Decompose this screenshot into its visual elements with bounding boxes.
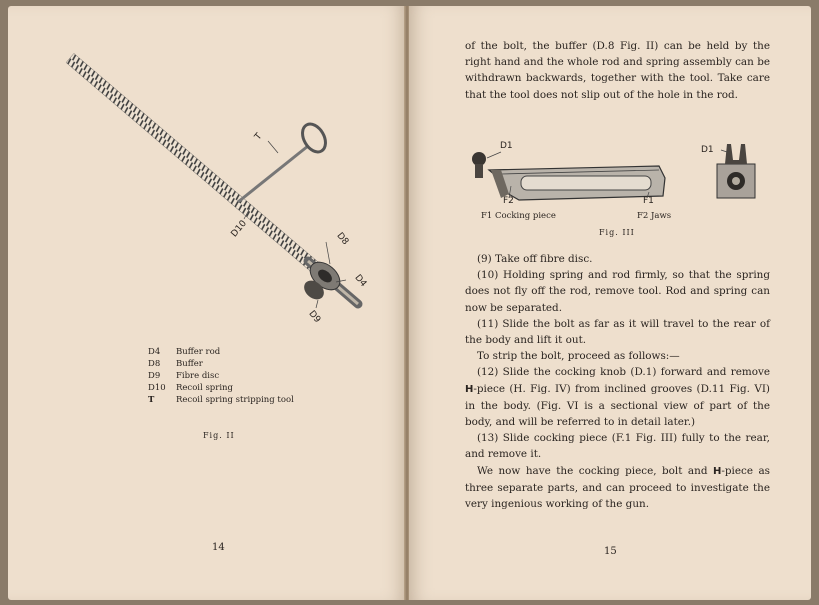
sub-caption-cocking-piece: F1 Cocking piece xyxy=(481,211,556,221)
recoil-spring-diagram xyxy=(8,6,406,336)
label-d9: D9 xyxy=(306,308,323,326)
label-f1: F1 xyxy=(643,196,654,206)
h-piece-letter: H xyxy=(465,383,474,395)
figure-caption: Fig. II xyxy=(203,431,235,440)
step-10: (10) Holding spring and rod firmly, so that the spring does not fly off the rod, remove tool. Rod and spring can now be separated. xyxy=(465,269,770,314)
bolt-intro: To strip the bolt, proceed as follows:— xyxy=(477,350,680,363)
h-piece-letter: H xyxy=(713,465,722,477)
step-9: (9) Take off fibre disc. xyxy=(477,253,593,265)
label-t: T xyxy=(253,131,265,143)
label-d10: D10 xyxy=(229,218,249,240)
page-number: 15 xyxy=(604,546,617,557)
step-12: (12) Slide the cocking knob (D.1) forward and remove H-piece (H. Fig. IV) from inclined grooves (D.11 Fig. VI) in the body. (Fig. VI is a sectional view of part of the body, and will be referred to in detail later.) xyxy=(465,366,770,429)
legend-row: D10 Recoil spring xyxy=(148,383,233,393)
legend-row: D9 Fibre disc xyxy=(148,371,220,381)
recoil-spring xyxy=(66,53,332,283)
cocking-knob xyxy=(472,152,486,166)
figure-caption: Fig. III xyxy=(599,228,635,237)
label-f2: F2 xyxy=(503,196,514,206)
legend-row: T Recoil spring stripping tool xyxy=(148,395,294,405)
sub-caption-jaws: F2 Jaws xyxy=(637,211,672,221)
stripping-tool xyxy=(238,146,308,202)
steps-text xyxy=(465,251,770,512)
label-d1-left: D1 xyxy=(500,141,513,151)
closing-paragraph: We now have the cocking piece, bolt and H-piece as three separate parts, and can proceed to investigate the very ingenious working of the gun. xyxy=(465,464,771,511)
intro-paragraph: of the bolt, the buffer (D.8 Fig. II) can be held by the right hand and the whole rod and spring assembly can be withdrawn backwards, together with the tool. Take care that the tool does not slip out of the hole in the rod. xyxy=(465,40,770,101)
step-11: (11) Slide the bolt as far as it will travel to the rear of the body and lift it out. xyxy=(465,317,770,347)
legend-row: D4 Buffer rod xyxy=(148,347,221,357)
label-d4: D4 xyxy=(352,272,369,290)
page-number: 14 xyxy=(212,542,225,553)
figure-legend xyxy=(148,346,294,406)
label-d1-right: D1 xyxy=(701,145,714,155)
right-page xyxy=(409,6,811,600)
label-d8: D8 xyxy=(334,230,351,248)
legend-row: D8 Buffer xyxy=(148,359,203,369)
step-13: (13) Slide cocking piece (F.1 Fig. III) fully to the rear, and remove it. xyxy=(465,432,770,461)
left-page xyxy=(8,6,406,600)
